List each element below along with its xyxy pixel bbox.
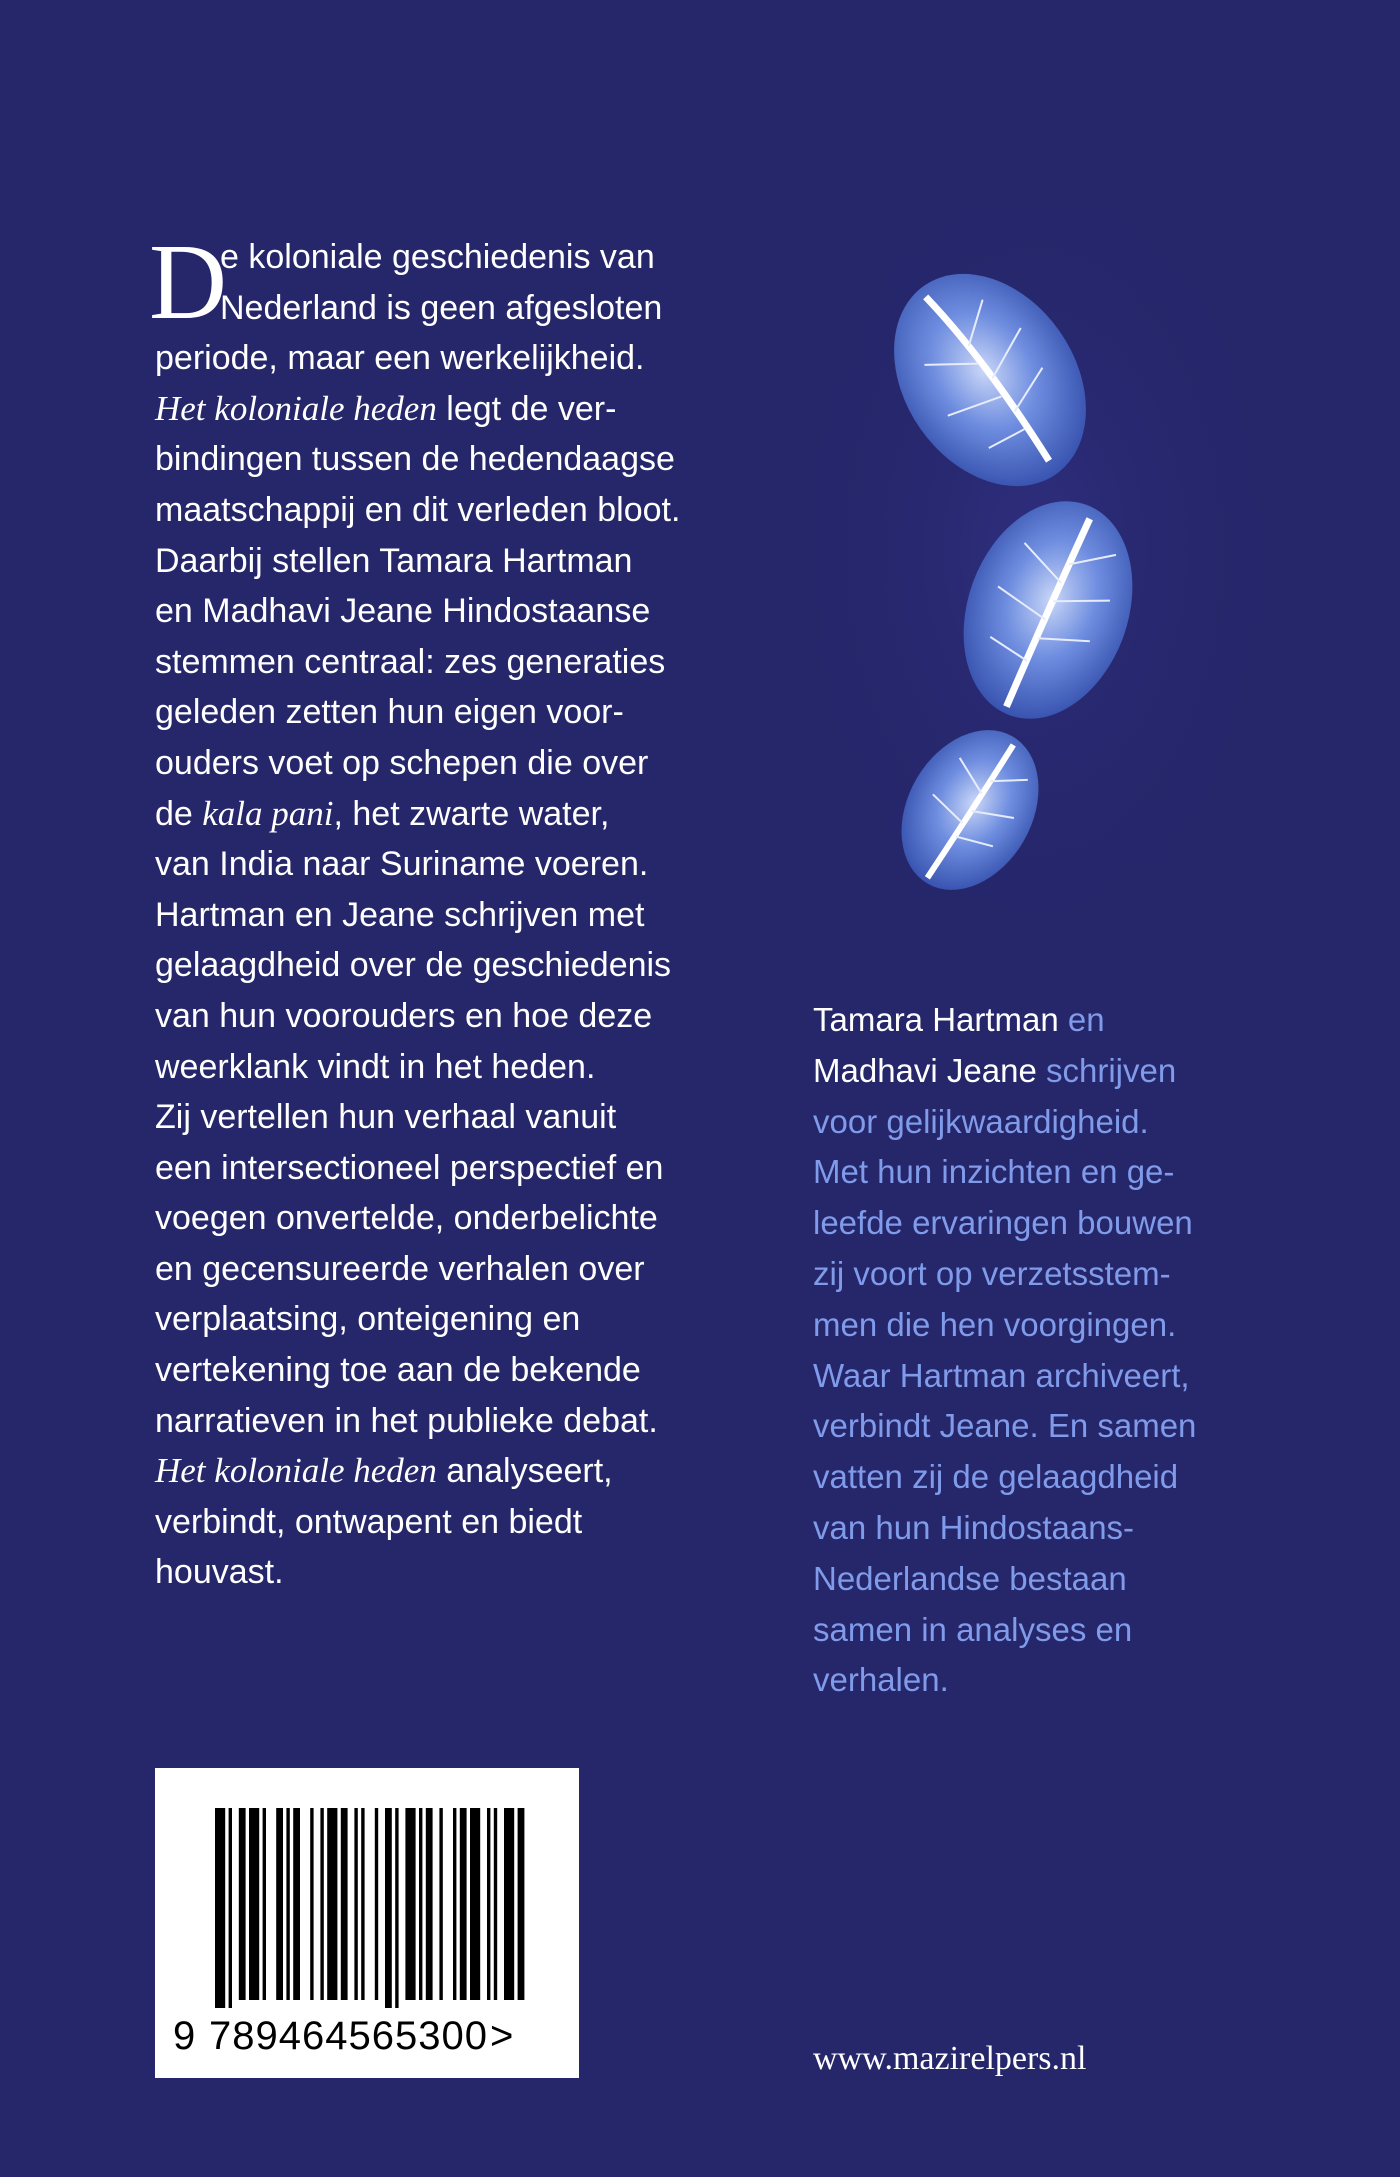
blurb-line	[155, 1446, 715, 1497]
author-name: Tamara Hartman	[813, 1001, 1059, 1038]
blurb-line	[155, 434, 715, 485]
blurb-line	[155, 232, 715, 283]
barcode-bar	[460, 1808, 467, 2000]
bio-line	[813, 1046, 1233, 1097]
blurb-line	[155, 384, 715, 435]
blurb-text-segment: , het zwarte water,	[333, 794, 610, 833]
blurb-text	[155, 232, 715, 1598]
blurb-line	[155, 738, 715, 789]
bio-text-segment: verhalen.	[813, 1661, 949, 1699]
barcode-bar	[320, 1808, 323, 2000]
blurb-line	[155, 1244, 715, 1295]
blurb-title-italic: Het koloniale heden	[155, 388, 437, 428]
blurb-text-segment: verplaatsing, onteigening en	[155, 1300, 581, 1339]
bio-line	[813, 1554, 1233, 1605]
blurb-text-segment: analyseert,	[436, 1452, 613, 1491]
blurb-line	[155, 940, 715, 991]
blurb-text-segment: bindingen tussen de hedendaagse	[155, 440, 675, 479]
blurb-text-segment: periode, maar een werkelijkheid.	[155, 339, 645, 378]
barcode-bar	[439, 1808, 442, 2000]
blurb-text-segment: narratieven in het publieke debat.	[155, 1401, 658, 1440]
bio-line	[813, 1452, 1233, 1503]
barcode-lead-digit: 9	[173, 2014, 197, 2058]
barcode-bar	[375, 1808, 378, 2000]
bio-text-segment: Met hun inzichten en ge-	[813, 1153, 1175, 1191]
barcode-bar	[229, 1808, 232, 2008]
blurb-line	[155, 789, 715, 840]
leaf-photograph	[800, 210, 1270, 970]
bio-text-segment: samen in analyses en	[813, 1610, 1133, 1648]
blurb-line	[155, 637, 715, 688]
barcode-bar	[354, 1808, 357, 2000]
blurb-text-segment: Hartman en Jeane schrijven met	[155, 895, 645, 934]
barcode-bar	[293, 1808, 300, 2000]
blurb-line	[155, 1092, 715, 1143]
blurb-line	[155, 536, 715, 587]
blurb-line	[155, 333, 715, 384]
blurb-line	[155, 1547, 715, 1598]
blurb-text-segment: Zij vertellen hun verhaal vanuit	[155, 1098, 617, 1137]
barcode-bar	[405, 1808, 415, 2000]
blurb-line	[155, 1345, 715, 1396]
bio-line	[813, 1503, 1233, 1554]
blurb-text-segment: voegen onvertelde, onderbelichte	[155, 1199, 658, 1238]
bio-text-segment: Waar Hartman archiveert,	[813, 1356, 1190, 1394]
barcode-bar	[215, 1808, 225, 2008]
barcode-bar	[263, 1808, 266, 2000]
blurb-text-segment: geleden zetten hun eigen voor-	[155, 693, 624, 732]
blurb-text-segment: stemmen centraal: zes generaties	[155, 642, 666, 681]
author-name: Madhavi Jeane	[813, 1051, 1037, 1089]
barcode-bar	[395, 1808, 398, 2008]
publisher-website[interactable]: www.mazirelpers.nl	[813, 2040, 1087, 2077]
bio-line	[813, 1300, 1233, 1351]
blurb-text-segment: van India naar Suriname voeren.	[155, 845, 649, 884]
bio-text-segment: leefde ervaringen bouwen	[813, 1204, 1193, 1242]
blurb-title-italic: kala pani	[202, 793, 334, 833]
bio-text-segment: van hun Hindostaans-	[813, 1508, 1135, 1546]
barcode-bar	[286, 1808, 289, 2000]
blurb-text-segment: legt de ver-	[436, 389, 617, 428]
bio-text-segment: en	[1058, 1001, 1105, 1038]
blurb-text-segment: en gecensureerde verhalen over	[155, 1249, 645, 1288]
barcode-bar	[327, 1808, 337, 2000]
bio-line	[813, 1655, 1233, 1706]
blurb-text-segment: verbindt, ontwapent en biedt	[155, 1502, 583, 1541]
barcode-bar	[504, 1808, 514, 2000]
bio-line	[813, 1605, 1233, 1656]
barcode-bar	[487, 1808, 490, 2000]
blurb-text-segment: en Madhavi Jeane Hindostaanse	[155, 592, 651, 631]
blurb-text-segment: gelaagdheid over de geschiedenis	[155, 946, 672, 985]
bio-line	[813, 1249, 1233, 1300]
barcode-bar	[276, 1808, 283, 2000]
blurb-line	[155, 283, 715, 334]
barcode-bar	[494, 1808, 497, 2000]
bio-line	[813, 1097, 1233, 1148]
blurb-line	[155, 1497, 715, 1548]
barcode-digits: 789464565300	[209, 2014, 488, 2058]
book-blurb	[149, 223, 715, 1598]
barcode-bar	[419, 1808, 422, 2000]
bio-line	[813, 1198, 1233, 1249]
blurb-text-segment: maatschappij en dit verleden bloot.	[155, 490, 681, 529]
barcode-bar	[310, 1808, 313, 2000]
barcode-bar	[249, 1808, 259, 2000]
barcode-bar	[470, 1808, 480, 2000]
blurb-line	[155, 586, 715, 637]
blurb-text-segment: Nederland is geen afgesloten	[220, 288, 663, 327]
bio-line	[813, 1351, 1233, 1402]
bio-line	[813, 1147, 1233, 1198]
blurb-line	[155, 1396, 715, 1447]
bio-text-segment: verbindt Jeane. En samen	[813, 1407, 1197, 1445]
bio-text-segment: Nederlandse bestaan	[813, 1559, 1127, 1597]
blurb-title-italic: Het koloniale heden	[155, 1451, 437, 1491]
blurb-line	[155, 890, 715, 941]
bio-text-segment: men die hen voorgingen.	[813, 1305, 1177, 1343]
blurb-text-segment: e koloniale geschiedenis van	[220, 238, 655, 276]
barcode-bar	[518, 1808, 525, 2000]
bio-text-segment: voor gelijkwaardigheid.	[813, 1102, 1149, 1140]
barcode-quiet-zone-mark: >	[489, 2014, 515, 2058]
bio-text-segment: zij voort op verzetsstem-	[813, 1254, 1171, 1292]
bio-text-segment: vatten zij de gelaagdheid	[813, 1458, 1179, 1496]
blurb-line	[155, 1294, 715, 1345]
barcode-bar	[426, 1808, 433, 2000]
bio-line	[813, 995, 1233, 1046]
blurb-text-segment: van hun voorouders en hoe deze	[155, 996, 653, 1035]
author-bio	[813, 995, 1233, 1706]
blurb-line	[155, 839, 715, 890]
blurb-text-segment: een intersectioneel perspectief en	[155, 1148, 664, 1187]
blurb-line	[155, 485, 715, 536]
blurb-line	[155, 991, 715, 1042]
blurb-text-segment: vertekening toe aan de bekende	[155, 1351, 641, 1390]
barcode-number	[173, 2014, 514, 2059]
blurb-text-segment: ouders voet op schepen die over	[155, 743, 649, 782]
barcode-bar	[385, 1808, 392, 2008]
blurb-line	[155, 1143, 715, 1194]
blurb-text-segment: Daarbij stellen Tamara Hartman	[155, 541, 633, 580]
blurb-text-segment: de	[155, 794, 203, 833]
barcode-bar	[341, 1808, 348, 2000]
blurb-text-segment: houvast.	[155, 1553, 284, 1592]
blurb-line	[155, 1193, 715, 1244]
barcode-bar	[453, 1808, 456, 2000]
bio-line	[813, 1401, 1233, 1452]
blurb-line	[155, 687, 715, 738]
bio-text-segment: schrijven	[1036, 1051, 1177, 1089]
blurb-text-segment: weerklank vindt in het heden.	[155, 1047, 596, 1086]
drop-cap: D	[149, 223, 227, 342]
blurb-line	[155, 1042, 715, 1093]
barcode-bar	[239, 1808, 246, 2000]
isbn-barcode	[155, 1768, 579, 2078]
barcode-bar	[361, 1808, 364, 2000]
